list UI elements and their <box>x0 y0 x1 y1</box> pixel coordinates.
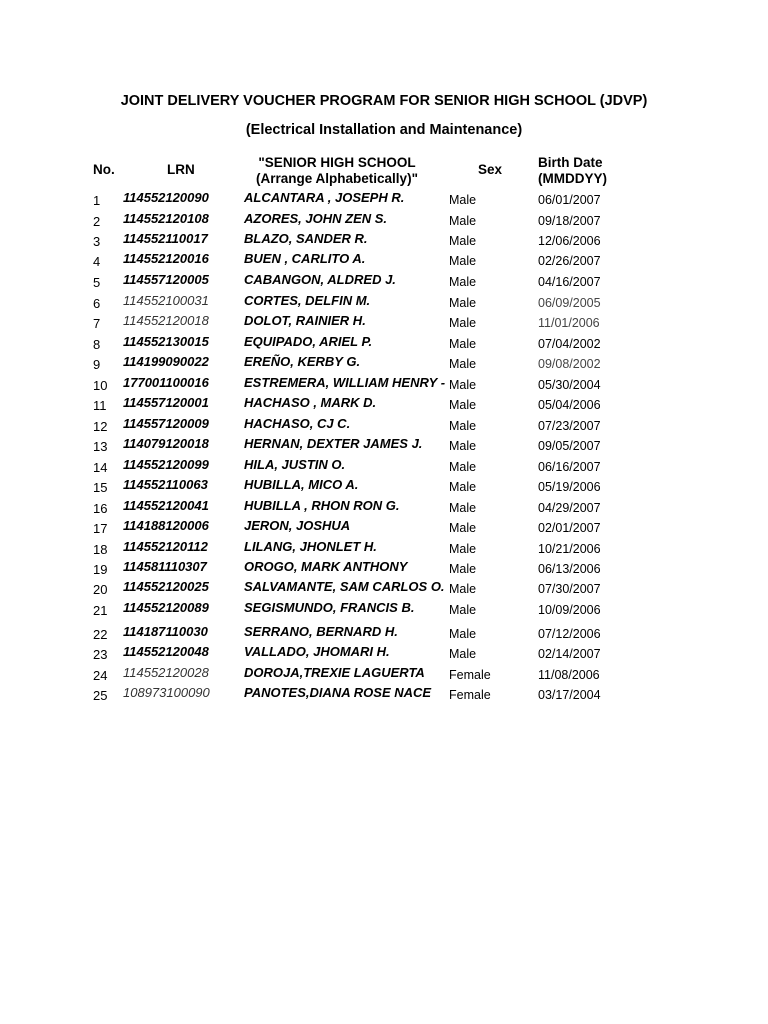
row-number: 9 <box>93 357 101 372</box>
column-header-birth-line1: Birth Date <box>538 155 603 170</box>
row-lrn: 114557120005 <box>123 272 209 287</box>
row-lrn: 114552120108 <box>123 211 209 226</box>
row-birth-date: 07/12/2006 <box>538 627 601 641</box>
row-lrn: 114557120009 <box>123 416 209 431</box>
row-number: 15 <box>93 480 108 495</box>
row-student-name: SALVAMANTE, SAM CARLOS O. <box>244 579 445 594</box>
table-row <box>0 644 768 664</box>
page-subtitle: (Electrical Installation and Maintenance) <box>245 122 523 138</box>
row-number: 2 <box>93 214 101 229</box>
row-birth-date: 09/08/2002 <box>538 357 601 371</box>
row-birth-date: 05/30/2004 <box>538 378 601 392</box>
row-birth-date: 11/01/2006 <box>538 316 600 330</box>
row-sex: Male <box>449 296 477 310</box>
column-header-sex: Sex <box>478 162 503 177</box>
row-student-name: HILA, JUSTIN O. <box>244 457 346 472</box>
row-student-name: SERRANO, BERNARD H. <box>244 624 398 639</box>
row-lrn: 114552120041 <box>123 498 209 513</box>
row-lrn: 114552120016 <box>123 251 209 266</box>
row-birth-date: 07/23/2007 <box>538 419 601 433</box>
row-sex: Male <box>449 357 477 371</box>
row-lrn: 114079120018 <box>123 436 209 451</box>
column-header-birth-date <box>538 155 607 187</box>
row-student-name: BUEN , CARLITO A. <box>244 251 366 266</box>
row-sex: Female <box>449 688 491 702</box>
row-number: 22 <box>93 627 108 642</box>
row-student-name: LILANG, JHONLET H. <box>244 539 377 554</box>
row-lrn: 114552120089 <box>123 600 209 615</box>
row-birth-date: 09/05/2007 <box>538 439 601 453</box>
row-lrn: 114552120112 <box>123 539 208 554</box>
row-lrn: 114552110017 <box>123 231 208 246</box>
table-row <box>0 375 768 395</box>
row-sex: Male <box>449 542 477 556</box>
row-number: 6 <box>93 296 101 311</box>
row-number: 24 <box>93 668 108 683</box>
table-row <box>0 518 768 538</box>
row-sex: Male <box>449 214 477 228</box>
row-student-name: DOLOT, RAINIER H. <box>244 313 366 328</box>
row-student-name: VALLADO, JHOMARI H. <box>244 644 390 659</box>
row-number: 21 <box>93 603 108 618</box>
row-lrn: 114552110063 <box>123 477 208 492</box>
table-row <box>0 457 768 477</box>
row-birth-date: 02/14/2007 <box>538 647 601 661</box>
row-number: 20 <box>93 582 108 597</box>
table-row <box>0 211 768 231</box>
row-lrn: 114552130015 <box>123 334 209 349</box>
row-student-name: HACHASO, CJ C. <box>244 416 351 431</box>
table-row <box>0 231 768 251</box>
row-sex: Male <box>449 193 477 207</box>
row-number: 10 <box>93 378 108 393</box>
row-lrn: 177001100016 <box>123 375 209 390</box>
row-number: 23 <box>93 647 108 662</box>
row-sex: Male <box>449 275 477 289</box>
row-student-name: HERNAN, DEXTER JAMES J. <box>244 436 423 451</box>
row-sex: Male <box>449 627 477 641</box>
column-header-name-line2: (Arrange Alphabetically)" <box>256 171 418 186</box>
table-row <box>0 624 768 644</box>
row-birth-date: 04/16/2007 <box>538 275 601 289</box>
row-sex: Male <box>449 647 477 661</box>
row-lrn: 114581110307 <box>123 559 207 574</box>
row-number: 17 <box>93 521 108 536</box>
row-number: 8 <box>93 337 101 352</box>
row-number: 5 <box>93 275 101 290</box>
row-birth-date: 12/06/2006 <box>538 234 601 248</box>
table-row <box>0 665 768 685</box>
column-header-name-line1: "SENIOR HIGH SCHOOL <box>258 155 416 170</box>
row-lrn: 114552120048 <box>123 644 209 659</box>
row-sex: Male <box>449 378 477 392</box>
row-sex: Male <box>449 419 477 433</box>
row-lrn: 114199090022 <box>123 354 209 369</box>
row-number: 3 <box>93 234 101 249</box>
row-sex: Male <box>449 480 477 494</box>
row-student-name: SEGISMUNDO, FRANCIS B. <box>244 600 415 615</box>
row-number: 14 <box>93 460 108 475</box>
row-number: 25 <box>93 688 108 703</box>
row-number: 12 <box>93 419 108 434</box>
row-student-name: OROGO, MARK ANTHONY <box>244 559 408 574</box>
table-row <box>0 436 768 456</box>
table-row <box>0 416 768 436</box>
row-sex: Male <box>449 234 477 248</box>
row-number: 11 <box>93 398 107 413</box>
row-birth-date: 06/13/2006 <box>538 562 601 576</box>
table-row <box>0 539 768 559</box>
table-row <box>0 395 768 415</box>
row-sex: Male <box>449 398 477 412</box>
table-row <box>0 498 768 518</box>
row-number: 1 <box>93 193 101 208</box>
row-birth-date: 05/19/2006 <box>538 480 601 494</box>
column-header-lrn: LRN <box>167 162 195 177</box>
table-row <box>0 559 768 579</box>
row-student-name: JERON, JOSHUA <box>244 518 351 533</box>
table-row <box>0 272 768 292</box>
row-sex: Male <box>449 501 477 515</box>
row-student-name: HACHASO , MARK D. <box>244 395 377 410</box>
row-sex: Male <box>449 521 477 535</box>
row-birth-date: 09/18/2007 <box>538 214 601 228</box>
row-number: 19 <box>93 562 108 577</box>
row-birth-date: 04/29/2007 <box>538 501 601 515</box>
row-student-name: CABANGON, ALDRED J. <box>244 272 396 287</box>
column-header-no: No. <box>93 162 115 177</box>
row-student-name: AZORES, JOHN ZEN S. <box>244 211 388 226</box>
table-row <box>0 477 768 497</box>
row-student-name: PANOTES,DIANA ROSE NACE <box>244 685 432 700</box>
row-student-name: DOROJA,TREXIE LAGUERTA <box>244 665 425 680</box>
row-student-name: HUBILLA, MICO A. <box>244 477 359 492</box>
row-sex: Male <box>449 337 477 351</box>
row-birth-date: 02/01/2007 <box>538 521 601 535</box>
row-lrn: 114187110030 <box>123 624 208 639</box>
row-sex: Male <box>449 582 477 596</box>
row-number: 16 <box>93 501 108 516</box>
table-row <box>0 579 768 599</box>
row-student-name: HUBILLA , RHON RON G. <box>244 498 400 513</box>
row-birth-date: 02/26/2007 <box>538 254 601 268</box>
row-sex: Male <box>449 603 477 617</box>
row-birth-date: 07/30/2007 <box>538 582 601 596</box>
column-header-birth-line2: (MMDDYY) <box>538 171 607 186</box>
row-sex: Male <box>449 316 477 330</box>
row-lrn: 114188120006 <box>123 518 209 533</box>
row-birth-date: 10/09/2006 <box>538 603 601 617</box>
row-lrn: 114552120018 <box>123 313 209 328</box>
row-birth-date: 05/04/2006 <box>538 398 601 412</box>
table-row <box>0 251 768 271</box>
row-sex: Male <box>449 254 477 268</box>
table-row <box>0 334 768 354</box>
row-student-name: BLAZO, SANDER R. <box>244 231 368 246</box>
row-birth-date: 06/16/2007 <box>538 460 601 474</box>
row-lrn: 114552120090 <box>123 190 209 205</box>
row-birth-date: 07/04/2002 <box>538 337 601 351</box>
row-number: 13 <box>93 439 108 454</box>
row-student-name: CORTES, DELFIN M. <box>244 293 371 308</box>
row-student-name: EQUIPADO, ARIEL P. <box>244 334 373 349</box>
row-sex: Male <box>449 460 477 474</box>
table-row <box>0 190 768 210</box>
row-number: 18 <box>93 542 108 557</box>
row-lrn: 114552120025 <box>123 579 209 594</box>
row-lrn: 114552100031 <box>123 293 209 308</box>
row-sex: Male <box>449 562 477 576</box>
row-lrn: 114552120028 <box>123 665 209 680</box>
table-row <box>0 600 768 620</box>
row-lrn: 114552120099 <box>123 457 209 472</box>
row-birth-date: 10/21/2006 <box>538 542 601 556</box>
row-number: 4 <box>93 254 101 269</box>
row-birth-date: 06/09/2005 <box>538 296 601 310</box>
row-birth-date: 11/08/2006 <box>538 668 600 682</box>
table-row <box>0 293 768 313</box>
page-title: JOINT DELIVERY VOUCHER PROGRAM FOR SENIOR HIGH SCHOOL (JDVP) <box>120 93 648 109</box>
column-header-name <box>238 155 436 187</box>
row-student-name: ESTREMERA, WILLIAM HENRY - <box>244 375 446 390</box>
row-student-name: EREÑO, KERBY G. <box>244 354 361 369</box>
row-lrn: 114557120001 <box>123 395 209 410</box>
row-student-name: ALCANTARA , JOSEPH R. <box>244 190 405 205</box>
table-row <box>0 685 768 705</box>
table-row <box>0 313 768 333</box>
row-birth-date: 03/17/2004 <box>538 688 601 702</box>
row-sex: Female <box>449 668 491 682</box>
table-row <box>0 354 768 374</box>
row-number: 7 <box>93 316 101 331</box>
row-sex: Male <box>449 439 477 453</box>
row-birth-date: 06/01/2007 <box>538 193 601 207</box>
row-lrn: 108973100090 <box>123 685 210 700</box>
